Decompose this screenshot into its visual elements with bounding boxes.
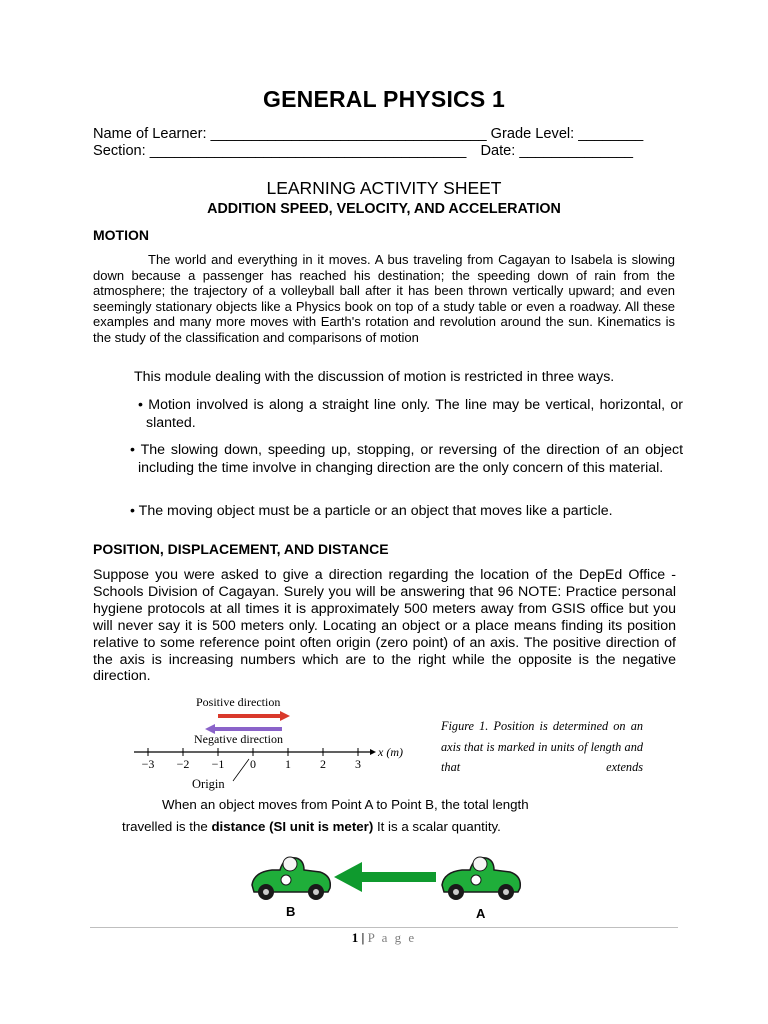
distance-suffix: It is a scalar quantity. bbox=[373, 819, 501, 834]
bullet-text: The slowing down, speeding up, stopping, or reversing of the direction of an object including the time involve in changing direction are the only concern of this material. bbox=[138, 442, 684, 476]
origin-pointer bbox=[233, 759, 249, 781]
page-footer bbox=[0, 930, 768, 946]
distance-term: distance (SI unit is meter) bbox=[211, 819, 374, 834]
left-arrow-icon bbox=[334, 862, 436, 892]
positive-direction-label: Positive direction bbox=[196, 695, 281, 709]
footer-divider bbox=[90, 927, 678, 928]
bullet-dot: • bbox=[138, 397, 143, 413]
cars-illustration bbox=[240, 850, 540, 925]
axis-tick-label: 1 bbox=[285, 757, 291, 771]
page-number: 1 bbox=[351, 930, 359, 945]
point-b-label: B bbox=[286, 904, 296, 919]
sheet-subtitle: ADDITION SPEED, VELOCITY, AND ACCELERATION bbox=[207, 201, 561, 217]
axis-tick-label: 0 bbox=[250, 757, 256, 771]
date-field[interactable]: ______________ bbox=[519, 143, 634, 159]
bullet-dot: • bbox=[130, 503, 135, 519]
name-label: Name of Learner: bbox=[93, 126, 207, 142]
bullet-dot: • bbox=[130, 442, 135, 458]
page-word: P a g e bbox=[367, 930, 417, 945]
position-axis-figure bbox=[130, 693, 420, 793]
axis-tick-label: −3 bbox=[141, 757, 155, 771]
axis-tick-label: −2 bbox=[176, 757, 190, 771]
distance-prefix: travelled is the bbox=[122, 819, 212, 834]
origin-label: Origin bbox=[192, 777, 225, 791]
motion-heading: MOTION bbox=[93, 227, 149, 243]
document-title: GENERAL PHYSICS 1 bbox=[263, 86, 505, 112]
sheet-title: LEARNING ACTIVITY SHEET bbox=[266, 178, 502, 198]
position-paragraph: Suppose you were asked to give a direction regarding the location of the DepEd Office - Schools Division of Cagayan. Surely you will be answering that 96 NOTE: Practice personal hygiene protocols at all times it is approximately 500 meters away from GSIS office but you will never say it is 500 meters only. Locating an object or a place means finding its position relative to some reference point often origin (zero point) of an axis. The positive direction of the axis is increasing numbers which are to the right while the opposite is the negative direction. bbox=[93, 567, 676, 685]
point-a-label: A bbox=[476, 906, 486, 921]
grade-level-field[interactable]: ________ bbox=[578, 126, 644, 142]
section-label: Section: bbox=[93, 143, 146, 159]
car-b-icon bbox=[252, 857, 330, 900]
footer-separator: | bbox=[361, 930, 365, 945]
axis-tick-label: 3 bbox=[355, 757, 361, 771]
form-row-name bbox=[93, 125, 678, 143]
grade-level-label: Grade Level: bbox=[490, 126, 575, 142]
distance-text-line-1: When an object moves from Point A to Point B, the total length bbox=[162, 797, 529, 812]
bullet-text: Motion involved is along a straight line only. The line may be vertical, horizontal, or slanted. bbox=[146, 397, 683, 431]
x-axis-label: x (m) bbox=[378, 745, 403, 759]
bullet-item bbox=[130, 442, 683, 477]
bullet-item bbox=[130, 503, 683, 521]
axis-tick-label: −1 bbox=[211, 757, 225, 771]
form-row-section bbox=[93, 142, 678, 160]
negative-direction-label: Negative direction bbox=[194, 732, 283, 746]
x-axis-arrowhead bbox=[370, 749, 376, 755]
section-field[interactable]: _______________________________________ bbox=[149, 143, 467, 159]
name-field[interactable]: __________________________________ bbox=[210, 126, 487, 142]
bullet-item bbox=[138, 397, 683, 432]
bullet-text: The moving object must be a particle or an object that moves like a particle. bbox=[138, 503, 613, 519]
position-heading: POSITION, DISPLACEMENT, AND DISTANCE bbox=[93, 541, 389, 557]
motion-paragraph: The world and everything in it moves. A bus traveling from Cagayan to Isabela is slowing down because a passenger has reached his destination; the speeding down of rain from the atmosphere; the trajectory of a volleyball ball after it has been thrown vertically upward; and even seemingly stationary objects like a Physics book on top of a study table or even a roadway. All these examples and many more moves with Earth's rotation and revolution around the sun. Kinematics is the study of the classification and comparisons of motion bbox=[93, 252, 675, 345]
positive-direction-arrow-head bbox=[280, 711, 290, 721]
car-a-icon bbox=[442, 857, 520, 900]
figure-caption: Figure 1. Position is determined on an axis that is marked in units of length and that extends bbox=[441, 719, 643, 774]
distance-text-line-2 bbox=[122, 819, 501, 834]
axis-tick-label: 2 bbox=[320, 757, 326, 771]
date-label: Date: bbox=[480, 143, 516, 159]
restriction-intro: This module dealing with the discussion of motion is restricted in three ways. bbox=[134, 369, 615, 385]
